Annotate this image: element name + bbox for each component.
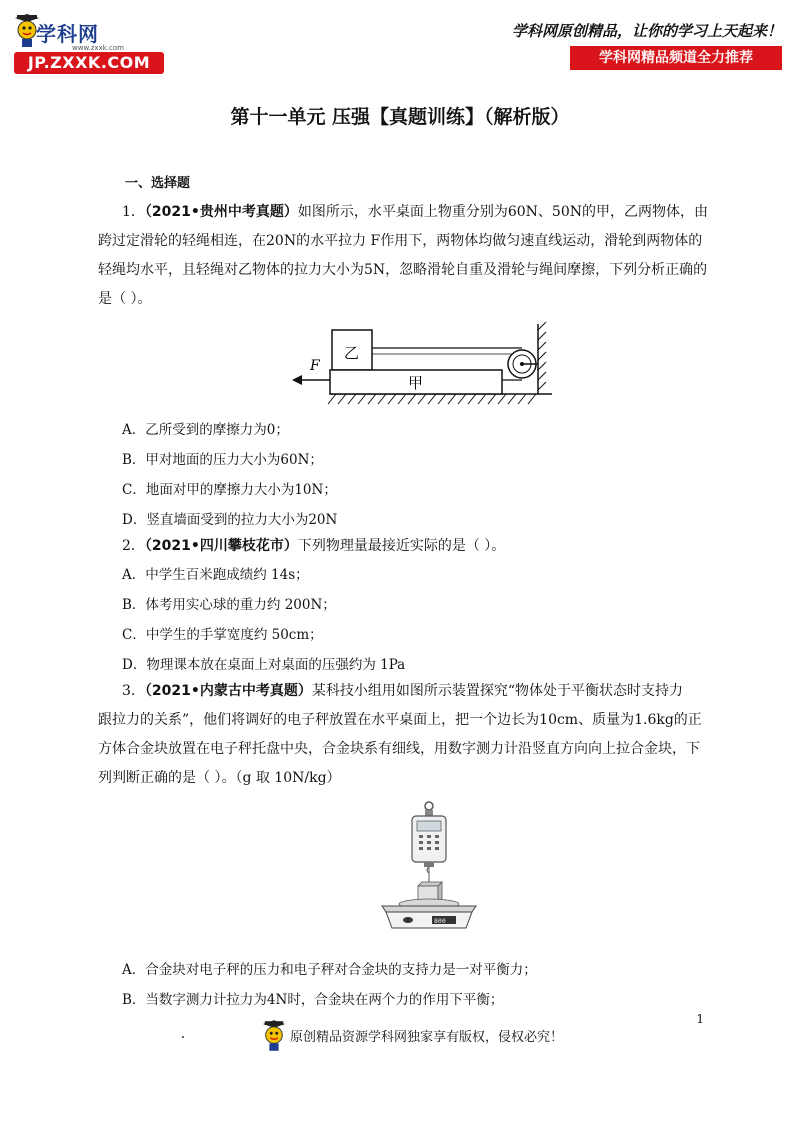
option-a: A．中学生百米跑成绩约 14s； xyxy=(122,567,309,583)
option-b: B．体考用实心球的重力约 200N； xyxy=(122,597,336,613)
question-line: 轻绳均水平，且轻绳对乙物体的拉力大小为5N，忽略滑轮自重及滑轮与绳间摩擦，下列分析正确的 xyxy=(98,262,708,278)
option-a: A．合金块对电子秤的压力和电子秤对合金块的支持力是一对平衡力； xyxy=(122,962,537,978)
option-b: B．甲对地面的压力大小为60N； xyxy=(122,452,323,468)
footer-dot xyxy=(182,1036,184,1038)
force-meter-scale-figure xyxy=(374,800,484,936)
question-3-text xyxy=(98,677,713,793)
block-yi-label: 乙 xyxy=(344,344,360,362)
question-number: 2． xyxy=(122,538,145,554)
logo-small-url: www.zxxk.com xyxy=(72,44,124,52)
option-d: D．竖直墙面受到的拉力大小为20N xyxy=(122,512,338,528)
question-2-text xyxy=(98,532,737,561)
question-line: 如图所示，水平桌面上物重分别为60N、50N的甲，乙两物体，由 xyxy=(297,204,708,220)
mascot-icon xyxy=(262,1020,286,1052)
promo-banner[interactable]: 学科网精品频道全力推荐 xyxy=(570,46,782,70)
question-line: 方体合金块放置在电子秤托盘中央，合金块系有细线，用数字测力计沿竖直方向向上拉合金块，下 xyxy=(98,741,700,757)
copyright-notice: 原创精品资源学科网独家享有版权，侵权必究！ xyxy=(290,1030,564,1045)
block-jia-label: 甲 xyxy=(408,374,424,392)
question-source: （2021•四川攀枝花市） xyxy=(144,538,298,554)
page-title: 第十一单元 压强【真题训练】（解析版） xyxy=(230,106,570,128)
question-source: （2021•内蒙古中考真题） xyxy=(144,683,312,699)
page-number: 1 xyxy=(696,1012,704,1026)
question-number: 3． xyxy=(122,683,145,699)
scale-readout: 800 xyxy=(434,917,446,925)
question-line: 跟拉力的关系”，他们将调好的电子秤放置在水平桌面上，把一个边长为10cm、质量为1.6kg的正 xyxy=(98,712,702,728)
question-line: 跨过定滑轮的轻绳相连，在20N的水平拉力 F作用下，两物体均做匀速直线运动，滑轮到两物体的 xyxy=(98,233,703,249)
question-line: 是（ ）。 xyxy=(98,291,152,307)
option-c: C．中学生的手掌宽度约 50cm； xyxy=(122,627,323,643)
option-a: A．乙所受到的摩擦力为0； xyxy=(122,422,289,438)
question-line: 某科技小组用如图所示装置探究“物体处于平衡状态时支持力 xyxy=(311,683,683,699)
option-d: D．物理课本放在桌面上对桌面的压强约为 1Pa xyxy=(122,657,406,673)
force-label: F xyxy=(310,358,320,374)
section-heading: 一、选择题 xyxy=(125,176,191,191)
option-b: B．当数字测力计拉力为4N时，合金块在两个力的作用下平衡； xyxy=(122,992,504,1008)
logo-text: 学科网 xyxy=(36,22,99,46)
footer xyxy=(262,1018,592,1054)
pulley-diagram xyxy=(290,318,552,410)
question-source: （2021•贵州中考真题） xyxy=(144,204,298,220)
question-number: 1． xyxy=(122,204,145,220)
site-logo[interactable] xyxy=(14,14,164,76)
question-1-text xyxy=(98,198,713,314)
header-slogan: 学科网原创精品，让你的学习上天起来！ xyxy=(511,22,782,40)
question-line: 下列物理量最接近实际的是（ ）。 xyxy=(297,538,506,554)
logo-url-bar: JP.ZXXK.COM xyxy=(14,52,164,74)
option-c: C．地面对甲的摩擦力大小为10N； xyxy=(122,482,337,498)
question-line: 列判断正确的是（ ）。（g 取 10N/kg） xyxy=(98,770,341,786)
